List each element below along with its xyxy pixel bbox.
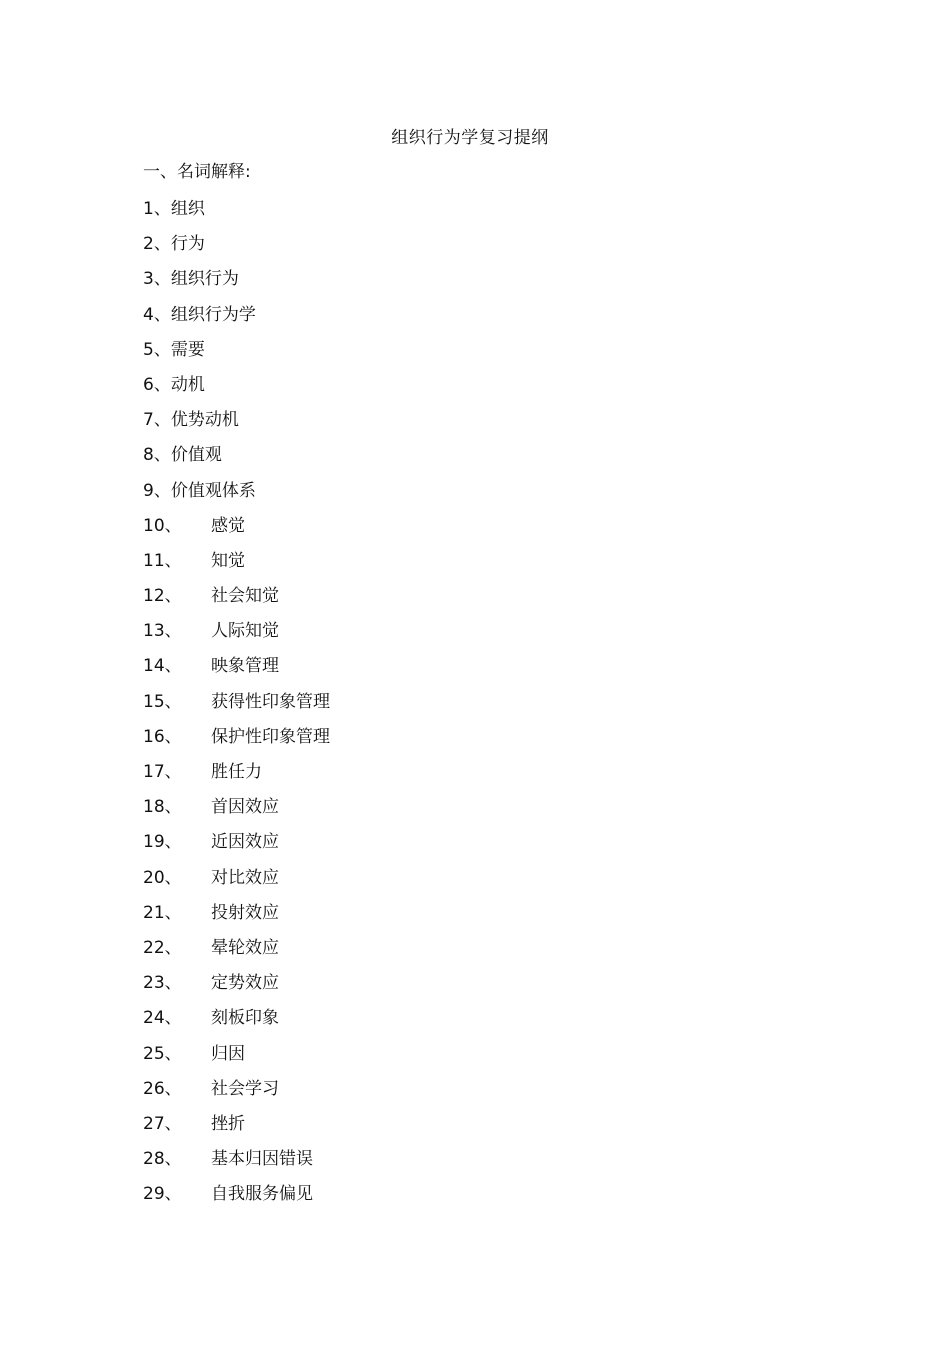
list-item <box>143 654 330 689</box>
term-number: 13、 <box>143 621 182 642</box>
term-number: 8、 <box>143 445 171 466</box>
list-item <box>143 232 330 267</box>
list-item <box>143 197 330 232</box>
list-item <box>143 725 330 760</box>
list-item <box>143 1042 330 1077</box>
term-label: 行为 <box>170 234 205 255</box>
document-title: 组织行为学复习提纲 <box>391 128 549 148</box>
term-number: 5、 <box>143 339 171 360</box>
list-item <box>143 584 330 619</box>
term-number: 20、 <box>143 867 182 888</box>
term-number: 17、 <box>143 762 182 782</box>
section-heading: 一、名词解释: <box>143 162 251 182</box>
term-number: 7、 <box>143 410 171 431</box>
term-number: 1、 <box>143 199 171 219</box>
term-number: 23、 <box>143 973 182 994</box>
term-label: 知觉 <box>211 550 245 571</box>
term-label: 组织 <box>170 199 205 219</box>
term-label: 获得性印象管理 <box>211 691 330 712</box>
list-item <box>143 690 330 725</box>
term-number: 11、 <box>143 550 182 571</box>
term-number: 29、 <box>143 1184 182 1205</box>
list-item <box>143 443 330 478</box>
list-item <box>143 479 330 514</box>
list-item <box>143 936 330 971</box>
term-label: 保护性印象管理 <box>211 726 330 747</box>
term-number: 10、 <box>143 515 182 536</box>
term-label: 近因效应 <box>211 832 279 853</box>
list-item <box>143 1182 330 1217</box>
term-label: 首因效应 <box>211 797 279 818</box>
list-item <box>143 514 330 549</box>
list-item <box>143 408 330 443</box>
term-number: 9、 <box>143 480 171 501</box>
term-number: 6、 <box>143 374 171 395</box>
list-item <box>143 338 330 373</box>
term-label: 晕轮效应 <box>211 937 279 958</box>
list-item <box>143 830 330 865</box>
list-item <box>143 971 330 1006</box>
term-label: 优势动机 <box>170 410 239 431</box>
term-label: 基本归因错误 <box>211 1149 313 1170</box>
term-number: 16、 <box>143 726 182 747</box>
term-label: 自我服务偏见 <box>211 1184 313 1205</box>
term-label: 社会知觉 <box>211 586 279 607</box>
term-number: 21、 <box>143 902 182 923</box>
term-number: 15、 <box>143 691 182 712</box>
term-number: 19、 <box>143 832 182 853</box>
term-label: 组织行为学 <box>170 304 256 325</box>
term-number: 14、 <box>143 656 182 677</box>
list-item <box>143 866 330 901</box>
term-label: 组织行为 <box>170 269 239 290</box>
list-item <box>143 619 330 654</box>
term-label: 社会学习 <box>211 1078 279 1099</box>
term-number: 3、 <box>143 269 171 290</box>
list-item <box>143 795 330 830</box>
list-item <box>143 1006 330 1041</box>
list-item <box>143 1147 330 1182</box>
list-item <box>143 267 330 302</box>
term-label: 挫折 <box>211 1113 245 1134</box>
term-number: 28、 <box>143 1149 182 1170</box>
term-label: 定势效应 <box>211 973 279 994</box>
term-number: 26、 <box>143 1078 182 1099</box>
term-label: 映象管理 <box>211 656 279 677</box>
term-label: 对比效应 <box>211 867 279 888</box>
term-label: 感觉 <box>211 515 245 536</box>
term-number: 12、 <box>143 586 182 607</box>
term-label: 胜任力 <box>211 762 262 782</box>
term-number: 22、 <box>143 937 182 958</box>
list-item <box>143 901 330 936</box>
term-number: 4、 <box>143 304 171 325</box>
term-number: 18、 <box>143 797 182 818</box>
term-label: 投射效应 <box>211 902 279 923</box>
term-number: 27、 <box>143 1113 182 1134</box>
term-list <box>143 197 330 1217</box>
term-label: 需要 <box>170 339 205 360</box>
list-item <box>143 373 330 408</box>
list-item <box>143 549 330 584</box>
term-label: 价值观体系 <box>170 480 256 501</box>
term-number: 25、 <box>143 1043 182 1064</box>
term-label: 动机 <box>170 374 205 395</box>
list-item <box>143 1112 330 1147</box>
term-label: 人际知觉 <box>211 621 279 642</box>
term-number: 2、 <box>143 234 171 255</box>
term-label: 价值观 <box>170 445 222 466</box>
term-number: 24、 <box>143 1008 182 1029</box>
list-item <box>143 303 330 338</box>
list-item <box>143 760 330 795</box>
term-label: 刻板印象 <box>211 1008 279 1029</box>
term-label: 归因 <box>211 1043 245 1064</box>
list-item <box>143 1077 330 1112</box>
